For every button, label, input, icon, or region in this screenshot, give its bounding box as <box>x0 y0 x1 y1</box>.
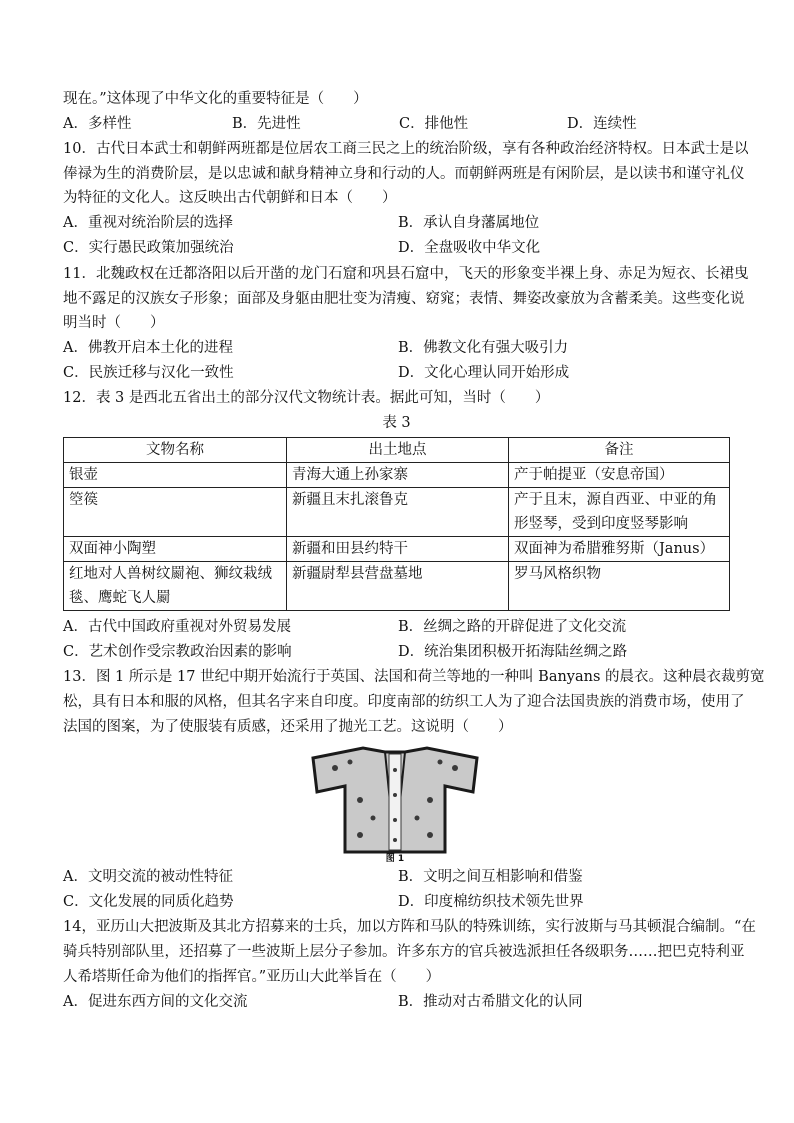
q14-stem-line-1: 14，亚历山大把波斯及其北方招募来的士兵，加以方阵和马队的特殊训练，实行波斯与马其顿混合编制。“在 <box>63 919 756 935</box>
table-cell-location: 新疆尉犁县营盘墓地 <box>287 562 509 611</box>
q11-option-c[interactable]: C．民族迁移与汉化一致性 <box>63 365 234 381</box>
q12-option-d[interactable]: D．统治集团积极开拓海陆丝绸之路 <box>398 644 628 660</box>
q13-stem-line-1: 13．图 1 所示是 17 世纪中期开始流行于英国、法国和荷兰等地的一种叫 Banyans 的晨衣。这种晨衣裁剪宽 <box>63 669 765 685</box>
q10-stem-line-1: 10．古代日本武士和朝鲜两班都是位居农工商三民之上的统治阶级，享有各种政治经济特权。日本武士是以 <box>63 141 749 157</box>
q12-option-b[interactable]: B．丝绸之路的开辟促进了文化交流 <box>398 619 627 635</box>
q11-stem-line-3: 明当时（ ） <box>63 315 165 331</box>
q14-option-b[interactable]: B．推动对古希腊文化的认同 <box>398 994 583 1010</box>
table-header-location: 出土地点 <box>287 438 509 463</box>
q9-option-b[interactable]: B．先进性 <box>232 116 301 132</box>
banyan-robe-image <box>305 740 485 860</box>
table-cell-name: 红地对人兽树纹罽袍、狮纹栽绒毯、鹰蛇飞人罽 <box>64 562 287 611</box>
q14-stem-line-3: 人希塔斯任命为他们的指挥官。”亚历山大此举旨在（ ） <box>63 969 441 985</box>
q11-option-a[interactable]: A．佛教开启本土化的进程 <box>63 340 233 356</box>
q12-stem-line-1: 12．表 3 是西北五省出土的部分汉代文物统计表。据此可知，当时（ ） <box>63 390 550 406</box>
q9-stem-tail: 现在。”这体现了中华文化的重要特征是（ ） <box>63 91 368 107</box>
q13-option-d[interactable]: D．印度棉纺织技术领先世界 <box>398 894 584 910</box>
table-caption: 表 3 <box>382 415 411 431</box>
table-cell-note: 双面神为希腊雅努斯（Janus） <box>509 537 730 562</box>
q13-option-c[interactable]: C．文化发展的同质化趋势 <box>63 894 234 910</box>
q10-option-b[interactable]: B．承认自身藩属地位 <box>398 215 540 231</box>
table-row <box>64 562 730 611</box>
table-cell-note: 产于帕提亚（安息帝国） <box>509 463 730 488</box>
q10-option-c[interactable]: C．实行愚民政策加强统治 <box>63 240 234 256</box>
q12-option-a[interactable]: A．古代中国政府重视对外贸易发展 <box>63 619 291 635</box>
q13-option-a[interactable]: A．文明交流的被动性特征 <box>63 869 233 885</box>
figure-caption: 图 1 <box>385 854 405 864</box>
table-header-note: 备注 <box>509 438 730 463</box>
table-row <box>64 537 730 562</box>
q9-option-d[interactable]: D．连续性 <box>567 116 637 132</box>
table-cell-location: 新疆和田县约特干 <box>287 537 509 562</box>
table-cell-location: 新疆且末扎滚鲁克 <box>287 488 509 537</box>
table-header-row <box>64 438 730 463</box>
q14-stem-line-2: 骑兵特别部队里，还招募了一些波斯上层分子参加。许多东方的官兵被选派担任各级职务……把巴克特利亚 <box>63 944 745 960</box>
q9-option-c[interactable]: C．排他性 <box>399 116 469 132</box>
q10-option-a[interactable]: A．重视对统治阶层的选择 <box>63 215 233 231</box>
q10-stem-line-2: 俸禄为生的消费阶层，是以忠诚和献身精神立身和行动的人。而朝鲜两班是有闲阶层，是以读书和谨守礼仪 <box>63 166 745 182</box>
q11-stem-line-2: 地不露足的汉族女子形象；面部及身躯由肥壮变为清瘦、窈窕；表情、舞姿改豪放为含蓄柔美。这些变化说 <box>63 291 745 307</box>
q11-option-b[interactable]: B．佛教文化有强大吸引力 <box>398 340 569 356</box>
table-row <box>64 463 730 488</box>
q11-stem-line-1: 11．北魏政权在迁都洛阳以后开凿的龙门石窟和巩县石窟中，飞天的形象变半裸上身、赤足为短衣、长裙曳 <box>63 266 749 282</box>
table-cell-location: 青海大通上孙家寨 <box>287 463 509 488</box>
q14-option-a[interactable]: A．促进东西方间的文化交流 <box>63 994 248 1010</box>
table-cell-name: 箜篌 <box>64 488 287 537</box>
table-cell-note: 产于且末，源自西亚、中亚的角形竖琴，受到印度竖琴影响 <box>509 488 730 537</box>
q10-stem-line-3: 为特征的文化人。这反映出古代朝鲜和日本（ ） <box>63 190 397 206</box>
q9-option-a[interactable]: A．多样性 <box>63 116 132 132</box>
q11-option-d[interactable]: D．文化心理认同开始形成 <box>398 365 570 381</box>
table-row <box>64 488 730 537</box>
q10-option-d[interactable]: D．全盘吸收中华文化 <box>398 240 541 256</box>
q12-option-c[interactable]: C．艺术创作受宗教政治因素的影响 <box>63 644 292 660</box>
q13-stem-line-2: 松，具有日本和服的风格，但其名字来自印度。印度南部的纺织工人为了迎合法国贵族的消费市场，使用了 <box>63 694 745 710</box>
table-cell-name: 银壶 <box>64 463 287 488</box>
table-header-name: 文物名称 <box>64 438 287 463</box>
table-cell-note: 罗马风格织物 <box>509 562 730 611</box>
q13-option-b[interactable]: B．文明之间互相影响和借鉴 <box>398 869 583 885</box>
artifact-table <box>63 437 730 611</box>
table-cell-name: 双面神小陶塑 <box>64 537 287 562</box>
q13-stem-line-3: 法国的图案，为了使服装有质感，还采用了抛光工艺。这说明（ ） <box>63 719 513 735</box>
